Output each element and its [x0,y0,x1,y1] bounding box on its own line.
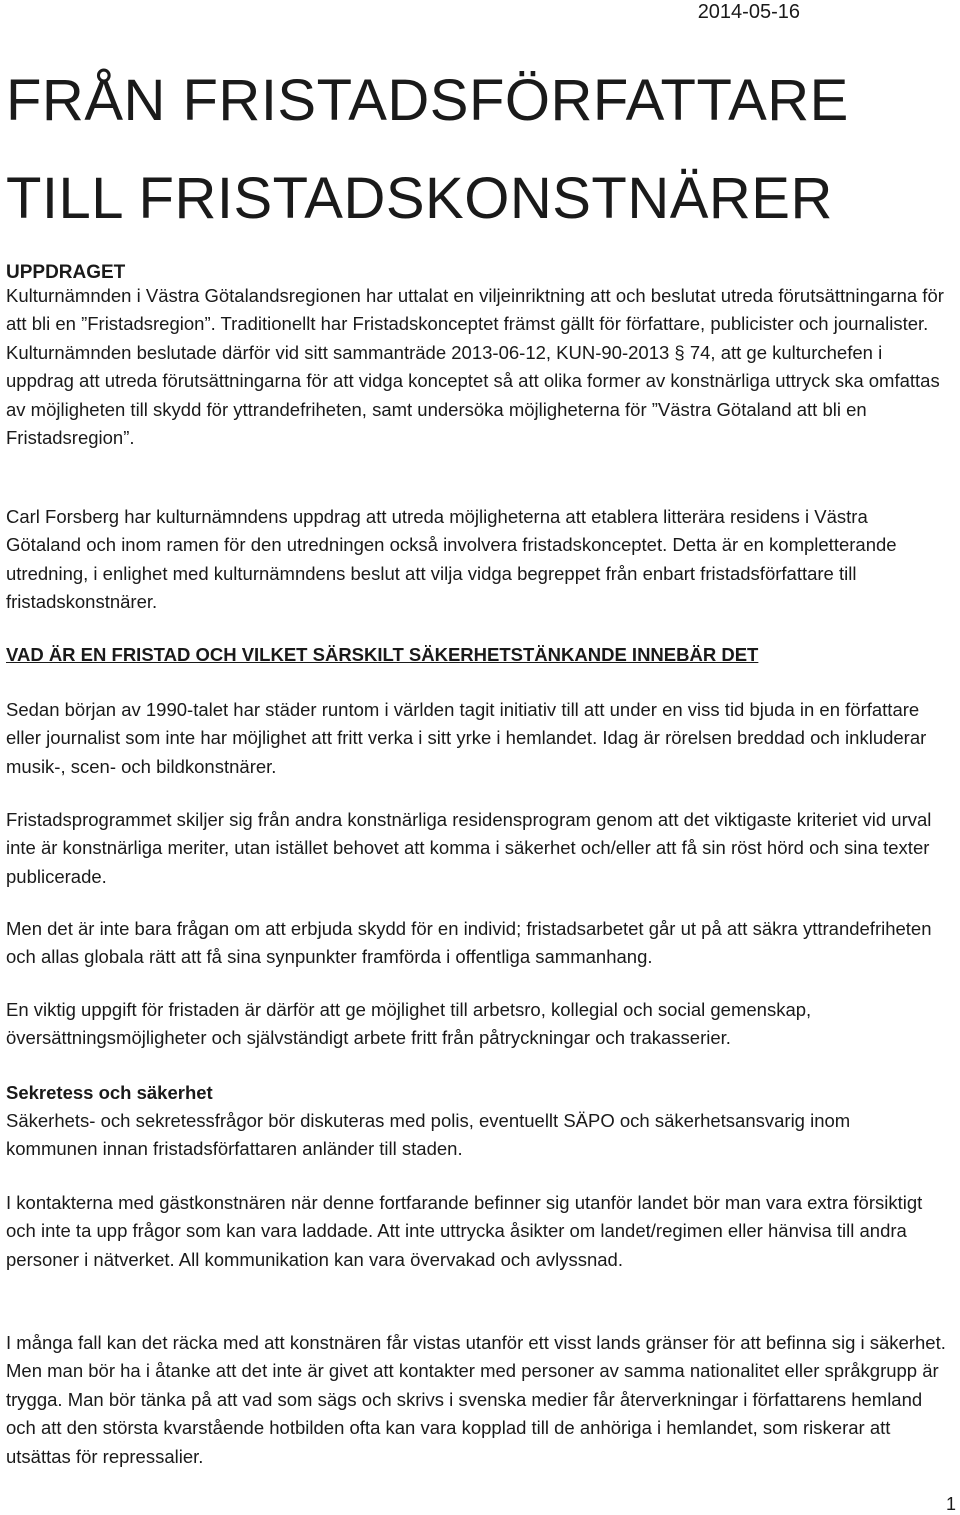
section-heading-vad-ar-en-fristad: VAD ÄR EN FRISTAD OCH VILKET SÄRSKILT SÄKERHETSTÄNKANDE INNEBÄR DET [6,644,759,665]
paragraph-vad-2: Fristadsprogrammet skiljer sig från andra konstnärliga residensprogram genom att det viktigaste kriteriet vid urval inte är konstnärliga meriter, utan istället behovet att komma i säkerhet och/eller att få sin röst hörd och sina texter publicerade. [6,809,932,887]
paragraph-vad-3: Men det är inte bara frågan om att erbjuda skydd för en individ; fristadsarbetet går ut på att säkra yttrandefriheten och allas globala rätt att få sina synpunkter framförda i offentliga sammanhang. [6,918,932,968]
page-number: 1 [945,1494,956,1514]
section-heading-sekretess: Sekretess och säkerhet [6,1082,213,1103]
paragraph-vad-1: Sedan början av 1990-talet har städer runtom i världen tagit initiativ till att under en viss tid bjuda in en författare eller journalist som inte har möjlighet att fritt verka i sitt yrke i hemlandet. Idag är rörelsen breddad och inkluderar musik-, scen- och bildkonstnärer. [6,699,927,777]
section-heading-uppdraget: UPPDRAGET [6,262,126,283]
paragraph-uppdraget-1: Kulturnämnden i Västra Götalandsregionen har uttalat en viljeinriktning att och beslutat utreda förutsättningarna för att bli en ”Fristadsregion”. Traditionellt har Fristadskonceptet främst gällt för författare, publicister och journalister. Kulturnämnden beslutade därför vid sitt sammanträde 2013-06-12, KUN-90-2013 § 74, att ge kulturchefen i uppdrag att utreda förutsättningarna för att vidga konceptet så att olika former av konstnärliga uttryck ska omfattas av möjligheten till skydd för yttrandefriheten, samt undersöka möjligheterna för ”Västra Götaland att bli en Fristadsregion”. [6,285,944,449]
title-line-2: TILL FRISTADSKONSTNÄRER [6,166,833,231]
paragraph-sekretess-3: I många fall kan det räcka med att konstnären får vistas utanför ett visst lands gränser för att befinna sig i säkerhet. Men man bör ha i åtanke att det inte är givet att kontakter med personer av samma nationalitet eller språkgrupp är trygga. Man bör tänka på att vad som sägs och skrivs i svenska medier får återverkningar i författarens hemland och att den största kvarstående hotbilden ofta kan vara kopplad till de anhöriga i hemlandet, som riskerar att utsättas för repressalier. [6,1332,946,1467]
paragraph-sekretess-1: Säkerhets- och sekretessfrågor bör diskuteras med polis, eventuellt SÄPO och säkerhetsansvarig inom kommunen innan fristadsförfattaren anländer till staden. [6,1110,851,1160]
title-line-1: FRÅN FRISTADSFÖRFATTARE [6,68,849,133]
document-date: 2014-05-16 [697,1,800,23]
document-title [6,52,849,248]
paragraph-uppdraget-2: Carl Forsberg har kulturnämndens uppdrag att utreda möjligheterna att etablera litterära residens i Västra Götaland och inom ramen för den utredningen också involvera fristadskonceptet. Detta är en kompletterande utredning, i enlighet med kulturnämndens beslut att vilja vidga begreppet från enbart fristadsförfattare till fristadskonstnärer. [6,506,897,613]
paragraph-sekretess-2: I kontakterna med gästkonstnären när denne fortfarande befinner sig utanför landet bör man vara extra försiktigt och inte ta upp frågor som kan vara laddade. Att inte uttrycka åsikter om landet/regimen eller hänvisa till andra personer i nätverket. All kommunikation kan vara övervakad och avlyssnad. [6,1192,923,1270]
paragraph-vad-4: En viktig uppgift för fristaden är därför att ge möjlighet till arbetsro, kollegial och social gemenskap, översättningsmöjligheter och självständigt arbete fritt från påtryckningar och trakasserier. [6,999,812,1049]
